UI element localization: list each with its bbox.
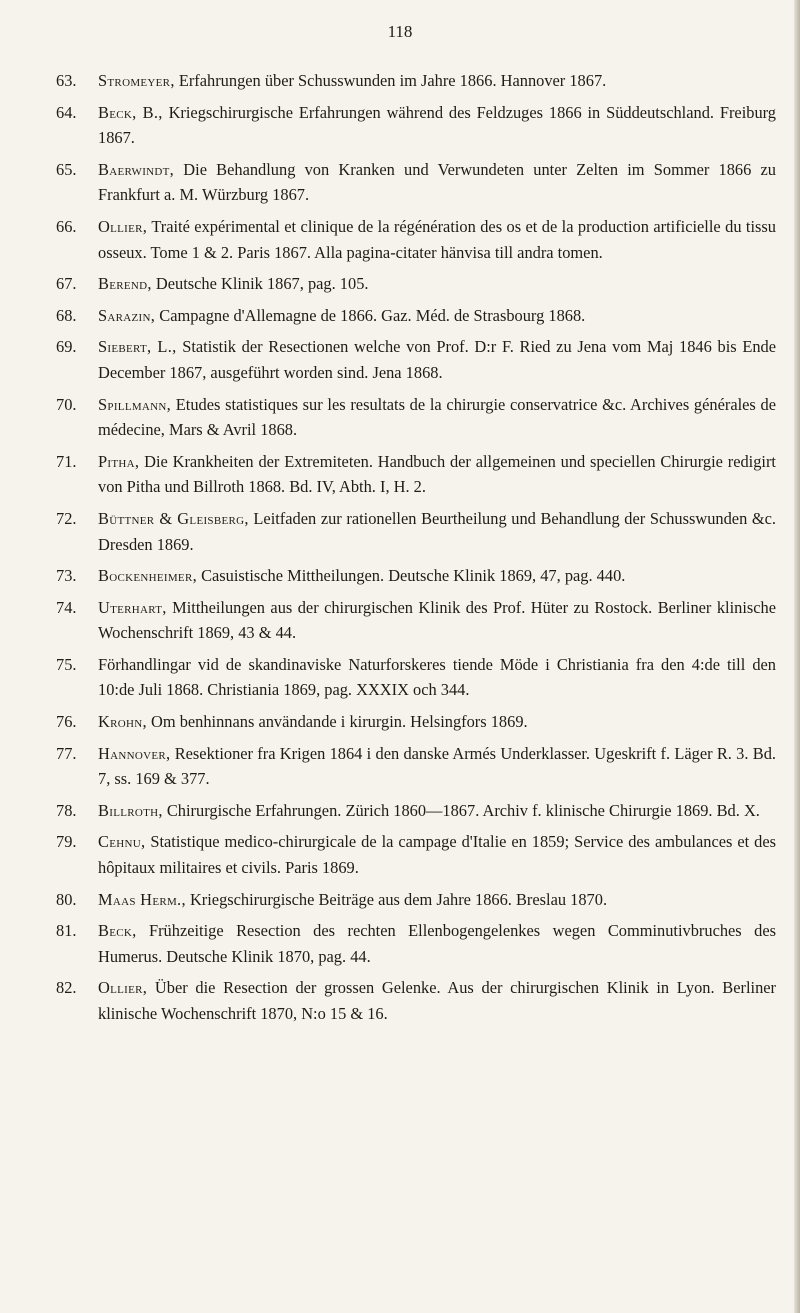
entry-number: 75. bbox=[56, 654, 77, 674]
entry-author: Berend, bbox=[98, 274, 152, 294]
list-item bbox=[56, 563, 776, 589]
entry-citation: Campagne d'Allemagne de 1866. Gaz. Méd. de Strasbourg 1868. bbox=[155, 305, 586, 325]
list-item bbox=[56, 506, 776, 557]
entry-citation: Statistique medico-chirurgicale de la campage d'Italie en 1859; Service des ambulances et des hôpitaux militaires et civils. Paris 1869. bbox=[98, 832, 776, 878]
entry-citation: Resektioner fra Krigen 1864 i den danske Armés Underklasser. Ugeskrift f. Läger R. 3. Bd. 7, ss. 169 & 377. bbox=[98, 743, 776, 789]
list-item bbox=[56, 303, 776, 329]
entry-text bbox=[98, 652, 776, 703]
entry-author: Maas Herm., bbox=[98, 889, 186, 909]
reference-list bbox=[56, 68, 776, 1033]
entry-number: 82. bbox=[56, 978, 77, 998]
entry-text bbox=[98, 918, 776, 969]
entry-citation: Etudes statistiques sur les resultats de la chirurgie conservatrice &c. Archives générales de médecine, Mars & Avril 1868. bbox=[98, 394, 776, 440]
page-number: 118 bbox=[387, 22, 413, 41]
entry-number: 73. bbox=[56, 566, 77, 586]
entry-text bbox=[98, 271, 776, 297]
list-item bbox=[56, 798, 776, 824]
entry-text bbox=[98, 303, 776, 329]
list-item bbox=[56, 157, 776, 208]
entry-author: Uterhart, bbox=[98, 597, 167, 617]
entry-citation: Statistik der Resectionen welche von Prof. D:r F. Ried zu Jena vom Maj 1846 bis Ende December 1867, ausgeführt worden sind. Jena 1868. bbox=[98, 337, 776, 382]
entry-author: Ollier, bbox=[98, 978, 148, 998]
entry-author: Beck, B., bbox=[98, 102, 163, 122]
entry-citation: Deutsche Klinik 1867, pag. 105. bbox=[151, 274, 369, 294]
entry-text bbox=[98, 798, 776, 824]
entry-citation: Die Krankheiten der Extremiteten. Handbuch der allgemeinen und speciellen Chirurgie redigirt von Pitha und Billroth 1868. Bd. IV, Abth. I, H. 2. bbox=[98, 451, 776, 497]
list-item bbox=[56, 741, 776, 792]
entry-author: Hannover, bbox=[98, 743, 171, 763]
entry-author: Ollier, bbox=[98, 216, 148, 236]
entry-author: Bockenheimer, bbox=[98, 566, 197, 586]
entry-number: 78. bbox=[56, 800, 77, 820]
entry-number: 68. bbox=[56, 305, 77, 325]
entry-text bbox=[98, 595, 776, 646]
entry-number: 77. bbox=[56, 743, 77, 763]
list-item bbox=[56, 887, 776, 913]
entry-citation: Chirurgische Erfahrungen. Zürich 1860—1867. Archiv f. klinische Chirurgie 1869. Bd. X. bbox=[162, 800, 760, 820]
entry-citation: Förhandlingar vid de skandinaviske Naturforskeres tiende Möde i Christiania fra den 4:de till den 10:de Juli 1868. Christiania 1869, pag. XXXIX och 344. bbox=[98, 654, 776, 700]
entry-citation: Casuistische Mittheilungen. Deutsche Klinik 1869, 47, pag. 440. bbox=[196, 566, 626, 586]
entry-author: Baerwindt, bbox=[98, 159, 175, 179]
entry-text bbox=[98, 709, 776, 735]
entry-text bbox=[98, 392, 776, 443]
entry-author: Büttner & Gleisberg, bbox=[98, 508, 249, 528]
list-item bbox=[56, 449, 776, 500]
entry-number: 65. bbox=[56, 159, 77, 179]
entry-citation: Frühzeitige Resection des rechten Ellenbogengelenkes wegen Comminutivbruches des Humerus. Deutsche Klinik 1870, pag. 44. bbox=[98, 921, 776, 966]
page-edge-shadow bbox=[794, 0, 800, 1313]
list-item bbox=[56, 709, 776, 735]
list-item bbox=[56, 214, 776, 265]
entry-citation: Erfahrungen über Schusswunden im Jahre 1866. Hannover 1867. bbox=[174, 71, 607, 90]
entry-number: 69. bbox=[56, 337, 77, 357]
entry-author: Pitha, bbox=[98, 451, 140, 471]
entry-citation: Traité expérimental et clinique de la régénération des os et de la production artificielle du tissu osseux. Tome 1 & 2. Paris 1867. Alla pagina-citater hänvisa till andra tomen. bbox=[98, 216, 776, 262]
entry-text bbox=[98, 887, 776, 913]
entry-number: 81. bbox=[56, 921, 77, 941]
entry-text bbox=[98, 100, 776, 151]
entry-number: 72. bbox=[56, 508, 77, 528]
entry-citation: Leitfaden zur rationellen Beurtheilung und Behandlung der Schusswunden &c. Dresden 1869. bbox=[98, 508, 777, 554]
entry-author: Beck, bbox=[98, 921, 137, 941]
entry-citation: Kriegschirurgische Erfahrungen während des Feldzuges 1866 in Süddeutschland. Freiburg 1867. bbox=[98, 102, 776, 148]
entry-author: Stromeyer, bbox=[98, 71, 175, 90]
entry-citation: Die Behandlung von Kranken und Verwundeten unter Zelten im Sommer 1866 zu Frankfurt a. M. Würzburg 1867. bbox=[98, 159, 776, 205]
entry-text bbox=[98, 214, 776, 265]
entry-number: 80. bbox=[56, 889, 77, 909]
entry-citation: Mittheilungen aus der chirurgischen Klinik des Prof. Hüter zu Rostock. Berliner klinische Wochenschrift 1869, 43 & 44. bbox=[98, 597, 776, 643]
entry-text bbox=[98, 829, 776, 880]
entry-text bbox=[98, 506, 776, 557]
entry-author: Billroth, bbox=[98, 800, 163, 820]
list-item bbox=[56, 392, 776, 443]
entry-text bbox=[98, 449, 776, 500]
entry-number: 79. bbox=[56, 832, 77, 852]
list-item bbox=[56, 100, 776, 151]
list-item bbox=[56, 975, 776, 1026]
entry-text bbox=[98, 563, 776, 589]
list-item bbox=[56, 829, 776, 880]
entry-text bbox=[98, 975, 776, 1026]
entry-author: Cehnu, bbox=[98, 832, 146, 852]
entry-citation: Über die Resection der grossen Gelenke. Aus der chirurgischen Klinik in Lyon. Berliner klinische Wochenschrift 1870, N:o 15 & 16. bbox=[98, 978, 776, 1023]
entry-text bbox=[98, 741, 776, 792]
entry-number: 64. bbox=[56, 102, 77, 122]
entry-number: 66. bbox=[56, 216, 77, 236]
entry-author: Krohn, bbox=[98, 712, 147, 732]
entry-number: 71. bbox=[56, 451, 77, 471]
list-item bbox=[56, 271, 776, 297]
list-item bbox=[56, 595, 776, 646]
entry-author: Sarazin, bbox=[98, 305, 156, 325]
entry-number: 63. bbox=[56, 71, 77, 90]
entry-text bbox=[98, 157, 776, 208]
entry-text bbox=[98, 68, 776, 94]
list-item bbox=[56, 334, 776, 385]
entry-author: Siebert, L., bbox=[98, 337, 177, 357]
entry-number: 70. bbox=[56, 394, 77, 414]
entry-number: 67. bbox=[56, 274, 77, 294]
list-item bbox=[56, 68, 776, 94]
entry-number: 74. bbox=[56, 597, 77, 617]
list-item bbox=[56, 652, 776, 703]
entry-citation: Om benhinnans användande i kirurgin. Helsingfors 1869. bbox=[146, 712, 528, 732]
entry-number: 76. bbox=[56, 712, 77, 732]
entry-text bbox=[98, 334, 776, 385]
entry-author: Spillmann, bbox=[98, 394, 172, 414]
list-item bbox=[56, 918, 776, 969]
entry-citation: Kriegschirurgische Beiträge aus dem Jahre 1866. Breslau 1870. bbox=[185, 889, 608, 909]
